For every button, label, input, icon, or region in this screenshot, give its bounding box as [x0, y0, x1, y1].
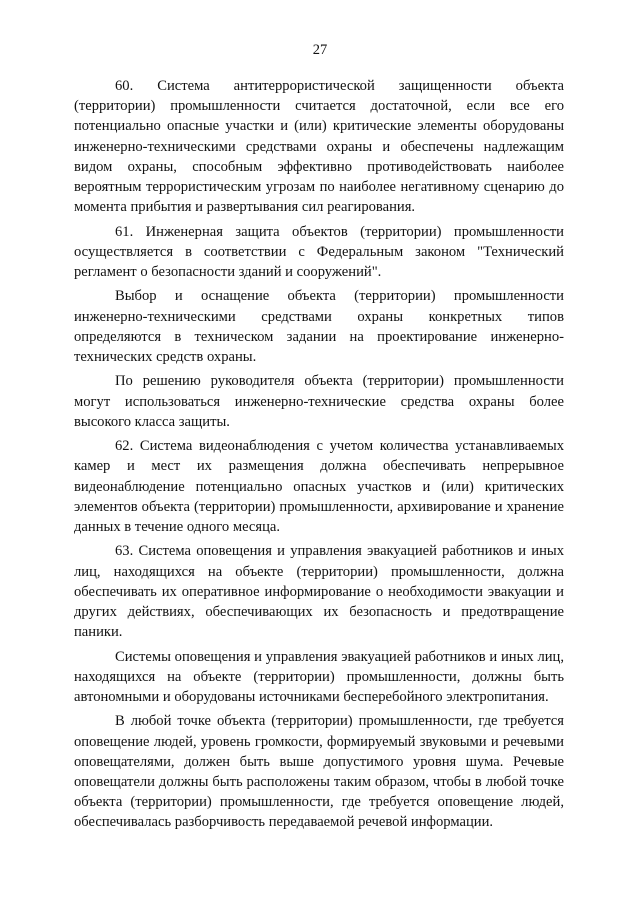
paragraph-63: 63. Система оповещения и управления эвакуацией работников и иных лиц, находящихся на объекте (территории) промышленности, должна обеспечивать их оперативное информирование о необходимости эвакуации и других действиях, обеспечивающих их безопасность и предотвращение паники.: [74, 543, 564, 641]
paragraph-61-selection: Выбор и оснащение объекта (территории) промышленности инженерно-техническими средствами охраны конкретных типов определяются в техническом задании на проектирование инженерно-технических средств охраны.: [74, 288, 564, 366]
paragraph-63-volume: В любой точке объекта (территории) промышленности, где требуется оповещение людей, уровень громкости, формируемый звуковыми и речевыми оповещателями, должен быть выше допустимого уровня шума. Речевые оповещатели должны быть расположены таким образом, чтобы в любой точке объекта (территории) промышленности, где требуется оповещение людей, обеспечивалась разборчивость передаваемой речевой информации.: [74, 713, 564, 831]
document-body: [74, 76, 564, 837]
paragraph-61: 61. Инженерная защита объектов (территории) промышленности осуществляется в соответствии с Федеральным законом "Технический регламент о безопасности зданий и сооружений".: [74, 223, 564, 281]
page-number: 27: [312, 42, 328, 58]
paragraph-61-higher-class: По решению руководителя объекта (территории) промышленности могут использоваться инженерно-технические средства охраны более высокого класса защиты.: [74, 373, 564, 430]
paragraph-60: 60. Система антитеррористической защищенности объекта (территории) промышленности считается достаточной, если все его потенциально опасные участки и (или) критические элементы оборудованы инженерно-техническими средствами охраны и обеспечены надлежащим видом охраны, способным эффективно противодействовать наиболее вероятным террористическим угрозам по наиболее негативному сценарию до момента прибытия и развертывания сил реагирования.: [74, 78, 564, 216]
paragraph-63-autonomous: Системы оповещения и управления эвакуацией работников и иных лиц, находящихся на объекте (территории) промышленности, должны быть автономными и оборудованы источниками бесперебойного электропитания.: [74, 648, 564, 706]
paragraph-62: 62. Система видеонаблюдения с учетом количества устанавливаемых камер и мест их размещения должна обеспечивать непрерывное видеонаблюдение потенциально опасных участков и (или) критических элементов объекта (территории) промышленности, архивирование и хранение данных в течение одного месяца.: [74, 438, 564, 536]
